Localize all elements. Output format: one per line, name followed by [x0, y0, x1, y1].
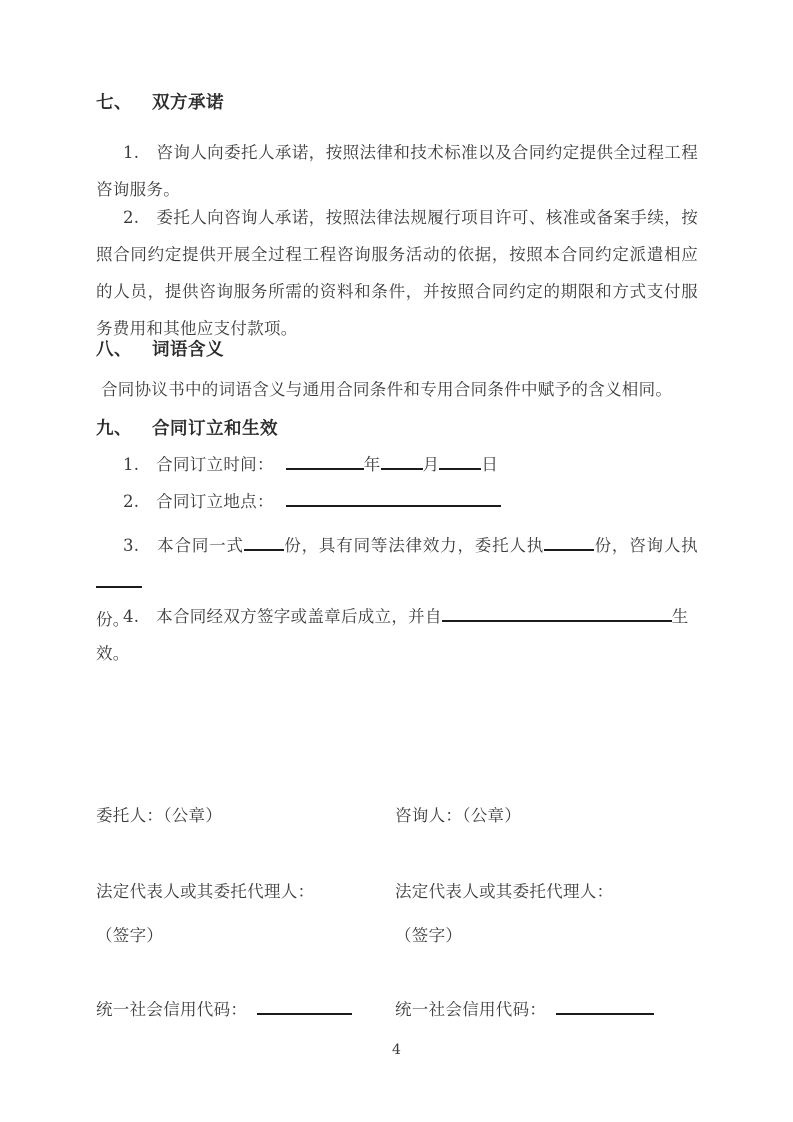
- fill-in-blank-credit-code-consultant: [556, 998, 654, 1015]
- client-representative-label: 法定代表人或其委托代理人：: [96, 882, 315, 901]
- credit-code-label: 统一社会信用代码：: [96, 1000, 248, 1019]
- clause-label: 1. 合同订立时间：: [123, 455, 274, 474]
- section-title: 合同订立和生效: [152, 419, 278, 439]
- page-number: 4: [392, 1042, 401, 1058]
- clause-contract-place: [96, 483, 698, 520]
- clause-text: 4. 本合同经双方签字或盖章后成立，并自: [123, 607, 442, 626]
- clause-contract-date: [96, 446, 698, 483]
- clause-contract-effective: [96, 598, 698, 672]
- section-number: 九、: [96, 419, 132, 439]
- client-party-label: 委托人：（公章）: [96, 806, 223, 825]
- fill-in-blank-effective-date: [442, 605, 672, 622]
- unit-month: 月: [422, 455, 440, 474]
- signature-row-sign: [96, 922, 698, 946]
- section-number: 七、: [96, 93, 132, 113]
- clause-text: 份，咨询人执: [594, 536, 698, 555]
- fill-in-blank-copies-total: [244, 534, 284, 551]
- paragraph-client-promise: 2. 委托人向咨询人承诺，按照法律法规履行项目许可、核准或备案手续，按照合同约定提供开展全过程工程咨询服务活动的依据，按照本合同约定派遣相应的人员，提供咨询服务所需的资料和条件，并按照合同约定的期限和方式支付服务费用和其他应支付款项。: [96, 208, 698, 338]
- fill-in-blank-day: [439, 453, 481, 470]
- credit-code-label: 统一社会信用代码：: [395, 1000, 547, 1019]
- clause-text: 份，具有同等法律效力，委托人执: [283, 536, 545, 555]
- fill-in-blank-year: [286, 453, 364, 470]
- section-heading-8: [96, 339, 224, 361]
- unit-year: 年: [363, 455, 381, 474]
- client-credit-code: [96, 996, 395, 1020]
- clause-label: 2. 合同订立地点：: [123, 492, 274, 511]
- client-sign-label: （签字）: [96, 926, 164, 945]
- paragraph-word-meaning: 合同协议书中的词语含义与通用合同条件和专用合同条件中赋予的含义相同。: [101, 380, 673, 399]
- signature-block: [96, 802, 698, 1020]
- clause-text: 生: [671, 607, 689, 626]
- clause-text: 效。: [96, 644, 130, 663]
- unit-day: 日: [481, 455, 499, 474]
- consultant-representative-label: 法定代表人或其委托代理人：: [395, 882, 614, 901]
- consultant-party-label: 咨询人：（公章）: [395, 806, 522, 825]
- clause-text: 份。: [96, 610, 130, 629]
- signature-row-party: [96, 802, 698, 826]
- fill-in-blank-copies-client: [544, 534, 594, 551]
- consultant-credit-code: [395, 996, 698, 1020]
- fill-in-blank-month: [381, 453, 423, 470]
- fill-in-blank-place: [286, 490, 501, 507]
- section-heading-9: [96, 418, 278, 440]
- consultant-sign-label: （签字）: [395, 926, 463, 945]
- signature-row-representative: [96, 878, 698, 902]
- section-heading-7: [96, 92, 224, 114]
- fill-in-blank-copies-consultant: [96, 571, 142, 588]
- section-title: 双方承诺: [152, 93, 224, 113]
- section-number: 八、: [96, 340, 132, 360]
- fill-in-blank-credit-code-client: [257, 998, 352, 1015]
- paragraph-consultant-promise: 1. 咨询人向委托人承诺，按照法律和技术标准以及合同约定提供全过程工程咨询服务。: [96, 143, 698, 199]
- signature-row-credit-code: [96, 996, 698, 1020]
- clause-text: 3. 本合同一式: [123, 536, 244, 555]
- section-title: 词语含义: [152, 340, 224, 360]
